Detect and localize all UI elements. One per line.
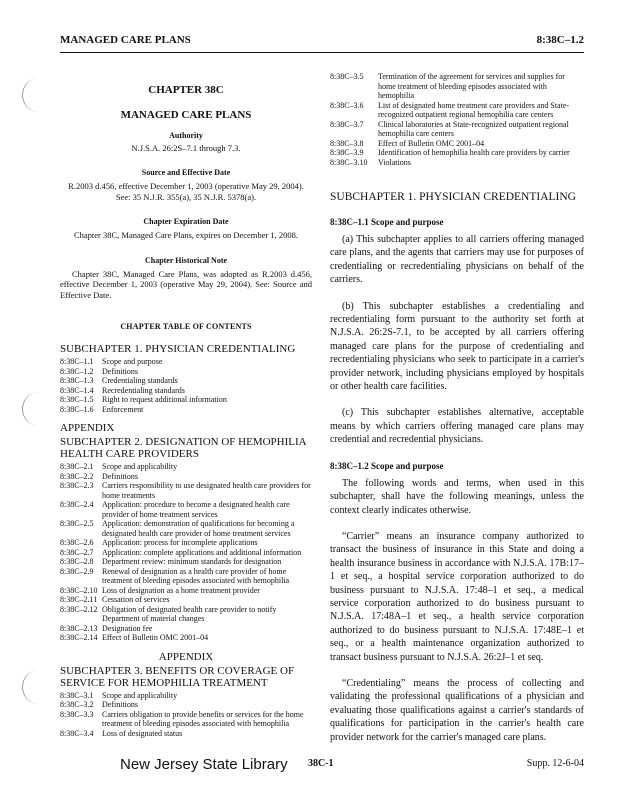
toc-entry-title: Clinical laboratories at State-recognized outpatient regional hemophilia care centers — [378, 119, 569, 138]
right-column — [330, 70, 584, 744]
header-rule — [60, 52, 584, 53]
toc-subchapter-1-heading: SUBCHAPTER 1. PHYSICIAN CREDENTIALING — [60, 343, 296, 355]
toc-entry — [60, 538, 312, 548]
left-column — [60, 70, 312, 738]
toc-entry-title: Scope and applicability — [102, 462, 178, 471]
punch-hole-mark — [22, 392, 41, 426]
toc-entry-number: 8:38C–2.2 — [60, 471, 94, 481]
toc-entry — [60, 405, 312, 415]
toc-entry-title: Application: demonstration of qualifications for becoming a designated health care provider of home treatment services — [102, 519, 295, 538]
paragraph-a: (a) This subchapter applies to all carriers offering managed care plans, and the agents that carriers may use for purposes of credentialing or recredentialing physicians on behalf of the carriers. — [330, 234, 584, 286]
toc-entry-title: Carriers responsibility to use designated health care providers for home treatments — [102, 481, 311, 500]
toc-entry-number: 8:38C–2.13 — [60, 623, 98, 633]
toc-entry-number: 8:38C–3.10 — [330, 157, 368, 167]
toc-entry-title: Department review: minimum standards for designation — [102, 557, 282, 566]
toc-entry — [60, 729, 312, 739]
toc-entry — [330, 120, 584, 139]
toc-entry — [60, 691, 312, 701]
toc-entry-number: 8:38C–2.6 — [60, 538, 94, 547]
library-stamp: New Jersey State Library — [120, 756, 288, 773]
toc-entry — [60, 367, 312, 377]
history-text: Chapter 38C, Managed Care Plans, was adopted as R.2003 d.456, effective December 1, 2003 (operative May 29, 2004). See: Source and Effective Date. — [60, 268, 312, 300]
toc-entry-title: Credentialing standards — [102, 376, 178, 385]
toc-entry-number: 8:38C–2.4 — [60, 500, 94, 509]
toc-entry-number: 8:38C–2.10 — [60, 585, 98, 595]
toc-entry — [60, 557, 312, 567]
toc-entry-title: Identification of hemophilia health care providers by carrier — [378, 148, 570, 157]
page-footer — [0, 756, 618, 786]
supplement-date: Supp. 12-6-04 — [526, 758, 584, 769]
toc-entry-title: Scope and applicability — [102, 690, 178, 700]
toc-entry-title: Effect of Bulletin OMC 2001–04 — [378, 138, 485, 148]
toc-entry — [330, 158, 584, 168]
toc-entry-number: 8:38C–3.4 — [60, 728, 94, 738]
paragraph-b: (b) This subchapter establishes a credentialing and recredentialing form pursuant to the authority set forth at N.J.S.A. 26:2S-7.1, to be accepted by all carriers offering managed care plans for the purpose of credentialing and recredentialing physicians who seek to participate in a carrier's provider network, including physicians employed by hospitals or other health care facilities. — [330, 300, 584, 393]
definitions-intro: The following words and terms, when used in this subchapter, shall have the following meanings, unless the context clearly indicates otherwise. — [330, 477, 584, 516]
toc-entry-title: Renewal of designation as a health care provider of home treatment of bleeding episodes associated with hemophilia — [102, 566, 290, 585]
toc-entry — [330, 148, 584, 158]
toc-entry — [60, 624, 312, 634]
toc-entry-number: 8:38C–3.2 — [60, 700, 94, 709]
paragraph-c: (c) This subchapter establishes alternative, acceptable means by which carriers offering managed care plans may credential and recredential physicians. — [330, 407, 584, 446]
toc-entry — [60, 700, 312, 710]
toc-entry-number: 8:38C–1.1 — [60, 357, 94, 366]
history-heading: Chapter Historical Note — [144, 255, 228, 265]
toc-entry-title: Violations — [378, 157, 411, 167]
toc-entry-number: 8:38C–2.9 — [60, 566, 94, 576]
toc-entry-number: 8:38C–2.7 — [60, 547, 94, 557]
toc-subchapter-1-list — [60, 357, 312, 414]
chapter-title: MANAGED CARE PLANS — [120, 109, 252, 121]
subchapter-1-heading: SUBCHAPTER 1. PHYSICIAN CREDENTIALING — [330, 191, 576, 203]
toc-entry — [60, 357, 312, 367]
toc-entry — [60, 386, 312, 396]
toc-entry-number: 8:38C–1.3 — [60, 376, 94, 385]
section-1-2-heading: 8:38C–1.2 Scope and purpose — [330, 460, 444, 471]
toc-entry-number: 8:38C–2.8 — [60, 557, 94, 566]
toc-entry-number: 8:38C–1.4 — [60, 385, 94, 395]
section-1-1-heading: 8:38C–1.1 Scope and purpose — [330, 217, 444, 227]
toc-entry-number: 8:38C–3.1 — [60, 690, 94, 700]
punch-hole-mark — [22, 78, 41, 112]
authority-text: N.J.S.A. 26:2S–7.1 through 7.3. — [131, 143, 241, 153]
toc-entry-number: 8:38C–3.9 — [330, 148, 364, 157]
running-head — [60, 34, 584, 48]
toc-entry-title: Obligation of designated health care provider to notify Department of material changes — [102, 604, 277, 623]
authority-heading: Authority — [169, 131, 203, 140]
toc-entry-title: Carriers obligation to provide benefits or services for the home treatment of bleeding episodes associated with hemophilia — [102, 709, 304, 728]
toc-entry-number: 8:38C–1.5 — [60, 395, 94, 404]
punch-hole-mark — [22, 670, 41, 704]
toc-entry-title: Right to request additional information — [102, 395, 227, 404]
toc-subchapter-2-heading: SUBCHAPTER 2. DESIGNATION OF HEMOPHILIA HEALTH CARE PROVIDERS — [60, 436, 306, 460]
toc-entry — [330, 72, 584, 101]
running-head-section: 8:38C–1.2 — [536, 34, 584, 46]
toc-entry — [60, 595, 312, 605]
toc-entry — [60, 500, 312, 519]
toc-entry-title: Recredentialing standards — [102, 385, 185, 395]
toc-subchapter-2-list — [60, 462, 312, 643]
toc-entry-number: 8:38C–2.11 — [60, 595, 98, 604]
source-heading: Source and Effective Date — [141, 168, 231, 177]
toc-entry-title: Definitions — [102, 700, 138, 709]
toc-entry-number: 8:38C–3.8 — [330, 138, 364, 148]
toc-entry-title: List of designated home treatment care providers and State-recognized outpatient regional hemophilia care centers — [378, 100, 570, 119]
toc-entry — [60, 633, 312, 643]
toc-subchapter-3-continued-list — [330, 72, 584, 167]
toc-entry-number: 8:38C–3.6 — [330, 100, 364, 110]
toc-entry-title: Designation fee — [102, 623, 153, 633]
toc-entry — [330, 101, 584, 120]
toc-entry — [60, 605, 312, 624]
page-number: 38C-1 — [308, 758, 334, 769]
toc-entry-number: 8:38C–2.5 — [60, 519, 94, 528]
toc-entry — [60, 548, 312, 558]
toc-entry-title: Cessation of services — [102, 595, 170, 604]
toc-appendix-1: APPENDIX — [60, 422, 115, 434]
toc-entry-title: Application: procedure to become a designated health care provider of home treatment services — [102, 500, 290, 519]
toc-entry-number: 8:38C–3.3 — [60, 709, 94, 719]
toc-entry — [60, 567, 312, 586]
toc-entry-number: 8:38C–2.1 — [60, 462, 94, 471]
toc-entry-number: 8:38C–2.14 — [60, 633, 98, 642]
toc-entry-number: 8:38C–3.5 — [330, 72, 364, 81]
running-head-title: MANAGED CARE PLANS — [60, 34, 191, 46]
toc-entry-title: Effect of Bulletin OMC 2001–04 — [102, 633, 209, 642]
toc-entry-title: Scope and purpose — [102, 357, 163, 366]
toc-appendix-2: APPENDIX — [158, 650, 214, 663]
expiration-text: Chapter 38C, Managed Care Plans, expires on December 1, 2008. — [73, 230, 298, 240]
toc-entry — [60, 462, 312, 472]
toc-entry-title: Termination of the agreement for services and supplies for home treatment of bleeding episodes associated with hemophilia — [378, 72, 565, 100]
expiration-heading: Chapter Expiration Date — [143, 217, 229, 226]
toc-subchapter-3-list — [60, 691, 312, 739]
chapter-number: CHAPTER 38C — [148, 84, 224, 96]
toc-entry-title: Application: process for incomplete applications — [102, 538, 258, 547]
toc-entry-title: Enforcement — [102, 404, 144, 414]
toc-entry-title: Loss of designated status — [102, 728, 183, 738]
toc-subchapter-3-heading: SUBCHAPTER 3. BENEFITS OR COVERAGE OF SERVICE FOR HEMOPHILIA TREATMENT — [60, 664, 295, 689]
source-text: R.2003 d.456, effective December 1, 2003 (operative May 29, 2004). See: 35 N.J.R. 355(a), 35 N.J.R. 5378(a). — [68, 181, 304, 202]
definition-carrier: “Carrier” means an insurance company authorized to transact the business of insurance in this State and doing a health insurance business in accordance with N.J.S.A. 17B:17–1 et seq., a hospital service corporation authorized to do business pursuant to N.J.S.A. 17:48–1 et seq., a medical service corporation authorized to do business pursuant to N.J.S.A. 17:48A–1 et seq., a health service corporation authorized to do business pursuant to N.J.S.A. 17:48E–1 et seq., or a health maintenance organization authorized to transact business pursuant to N.J.S.A. 26:2J–1 et seq. — [330, 530, 584, 663]
toc-entry-title: Definitions — [102, 366, 138, 376]
toc-entry — [60, 481, 312, 500]
toc-entry — [60, 519, 312, 538]
toc-entry-number: 8:38C–1.6 — [60, 404, 94, 414]
toc-entry-title: Application: complete applications and additional information — [102, 547, 302, 557]
toc-entry-number: 8:38C–2.3 — [60, 481, 94, 490]
toc-entry-title: Loss of designation as a home treatment provider — [102, 585, 260, 595]
toc-entry-title: Definitions — [102, 471, 138, 481]
toc-entry — [60, 710, 312, 729]
definition-credentialing: “Credentialing” means the process of collecting and validating the professional qualifications of a physician and evaluating those qualifications against a carrier's standards of qualifications for participation in the carrier's health care provider network for the carrier's managed care plans. — [330, 677, 584, 743]
toc-entry-number: 8:38C–1.2 — [60, 366, 94, 376]
toc-heading: CHAPTER TABLE OF CONTENTS — [120, 322, 252, 331]
toc-entry-number: 8:38C–2.12 — [60, 604, 98, 614]
toc-entry — [60, 472, 312, 482]
toc-entry — [60, 395, 312, 405]
toc-entry-number: 8:38C–3.7 — [330, 119, 364, 129]
toc-entry — [330, 139, 584, 149]
toc-entry — [60, 376, 312, 386]
toc-entry — [60, 586, 312, 596]
